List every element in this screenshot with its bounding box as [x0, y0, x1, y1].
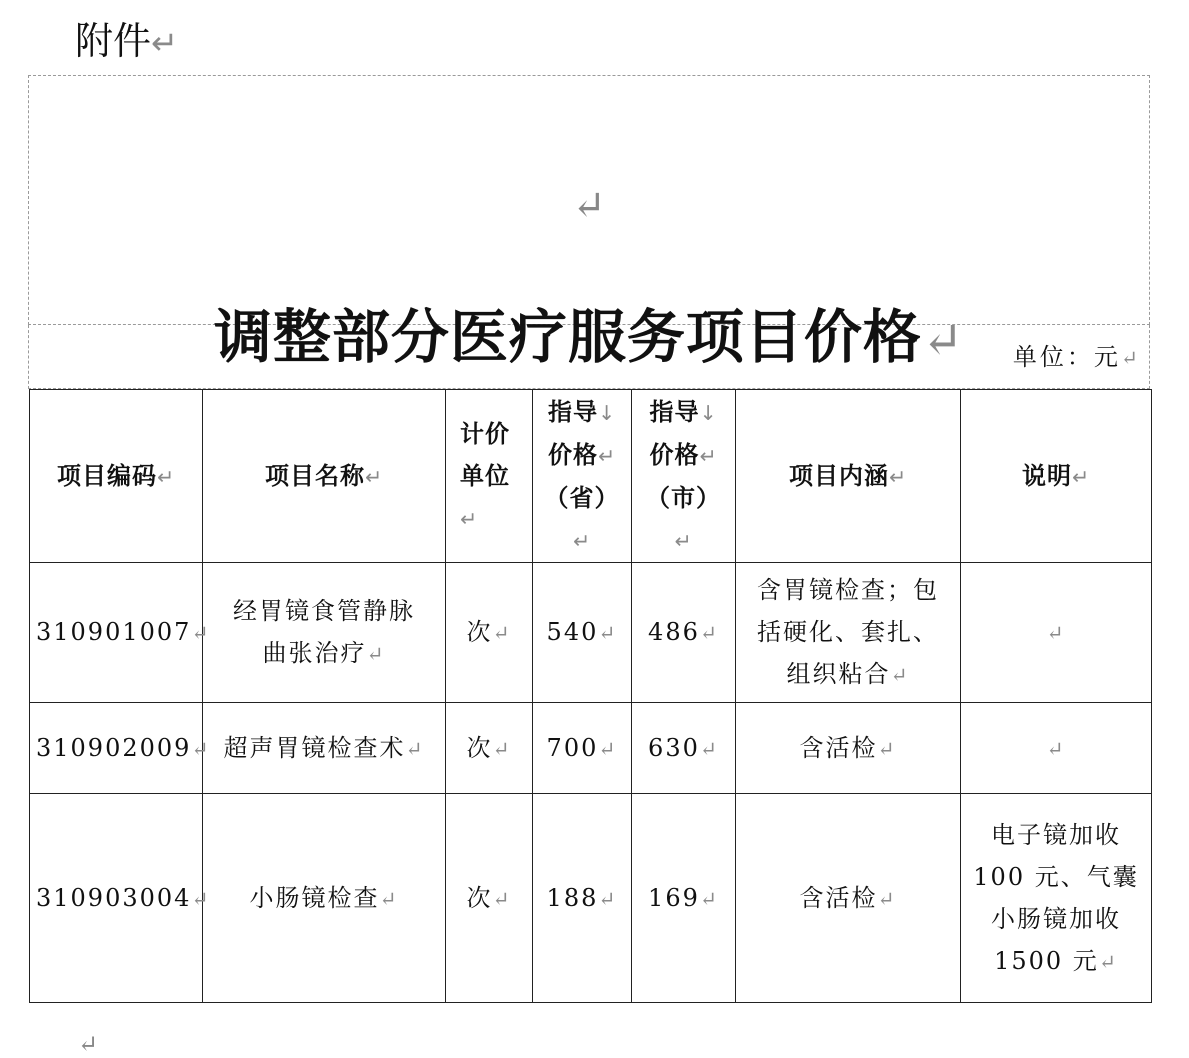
paragraph-mark-icon: ↵ — [1120, 346, 1141, 370]
cell-code: 310903004↵ — [30, 794, 203, 1003]
cell-content: 含活检↵ — [736, 703, 961, 794]
cell-unit: 次↵ — [446, 794, 533, 1003]
cell-price-province: 188↵ — [533, 794, 632, 1003]
header-unit: 计价 单位↵ — [446, 390, 533, 563]
price-table — [29, 389, 1152, 1003]
cell-price-city: 630↵ — [632, 703, 736, 794]
cell-note: 电子镜加收 100 元、气囊 小肠镜加收 1500 元↵ — [961, 794, 1152, 1003]
cell-code: 310902009↵ — [30, 703, 203, 794]
header-content: 项目内涵↵ — [736, 390, 961, 563]
end-paragraph-mark-icon: ↵ — [78, 1030, 99, 1058]
cell-name: 小肠镜检查↵ — [203, 794, 446, 1003]
cell-price-city: 169↵ — [632, 794, 736, 1003]
cell-name: 经胃镜食管静脉 曲张治疗↵ — [203, 563, 446, 703]
blank-paragraph-mark-icon: ↵ — [572, 183, 606, 229]
header-code: 项目编码↵ — [30, 390, 203, 563]
header-price-city: 指导↓ 价格↵ （市）↵ — [632, 390, 736, 563]
table-header-row — [30, 390, 1152, 563]
table-row — [30, 703, 1152, 794]
document-title: 调整部分医疗服务项目价格↵ — [213, 303, 965, 371]
cell-code: 310901007↵ — [30, 563, 203, 703]
cell-unit: 次↵ — [446, 703, 533, 794]
paragraph-mark-icon: ↵ — [151, 24, 179, 62]
cell-content: 含胃镜检查；包 括硬化、套扎、 组织粘合↵ — [736, 563, 961, 703]
unit-label: 单位：元↵ — [1012, 343, 1141, 371]
paragraph-mark-icon: ↵ — [921, 311, 965, 369]
cell-note: ↵ — [961, 703, 1152, 794]
cell-price-city: 486↵ — [632, 563, 736, 703]
cell-price-province: 540↵ — [533, 563, 632, 703]
header-price-province: 指导↓ 价格↵ （省）↵ — [533, 390, 632, 563]
cell-note: ↵ — [961, 563, 1152, 703]
table-row — [30, 794, 1152, 1003]
cell-name: 超声胃镜检查术↵ — [203, 703, 446, 794]
unit-box — [28, 325, 1150, 389]
cell-unit: 次↵ — [446, 563, 533, 703]
cell-content: 含活检↵ — [736, 794, 961, 1003]
table-row — [30, 563, 1152, 703]
cell-price-province: 700↵ — [533, 703, 632, 794]
header-name: 项目名称↵ — [203, 390, 446, 563]
attachment-label: 附件↵ — [75, 19, 179, 63]
header-note: 说明↵ — [961, 390, 1152, 563]
